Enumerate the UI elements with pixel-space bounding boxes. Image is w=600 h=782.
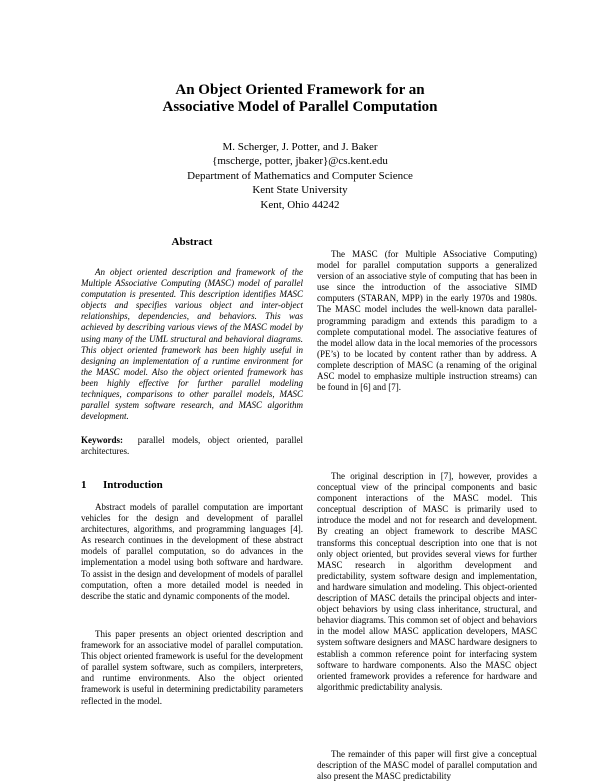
section-number: 1: [81, 479, 87, 491]
right-paragraph-1: [317, 249, 537, 393]
author-department: Department of Mathematics and Computer Science: [187, 169, 413, 182]
right-paragraph-3: [317, 749, 537, 782]
intro-paragraph-2: [81, 629, 303, 707]
right-paragraph-3-text: The remainder of this paper will first give a conceptual description of the MASC model of parallel computation and also present the MASC predictability: [317, 749, 537, 782]
author-university: Kent State University: [252, 184, 348, 197]
right-paragraph-1-text: The MASC (for Multiple ASsociative Computing) model for parallel computation supports a generalized version of an associative style of computing that has been in use since the introduction of the associative SIMD computers (STARAN, MPP) in the early 1970s and 1980s. The MASC model includes the well-known data parallel-programming paradigm and extends this paradigm to a complete computational model. The associative features of the model allow data in the local memories of the processors (PE’s) to be located by content rather than by address. A complete description of MASC (a renaming of the original ASC model to emphasize multiple instruction streams) can be found in [6] and [7].: [317, 249, 537, 393]
right-paragraph-2-text: The original description in [7], however, provides a conceptual view of the principal components and basic component interactions of the MASC model. This conceptual description of MASC is primarily used to introduce the model and not for research and development. By creating an object framework to describe MASC transforms this conceptual description into one that is not only object oriented, but provides several views for further MASC research in algorithm development and predictability, system software design and implementation, and hardware simulation and modeling. This object-oriented description of MASC details the principal objects and inter-object behaviors by using class inheritance, structural, and behavior diagrams. This common set of object and behaviors in the model allow MASC application developers, MASC system software designers and MASC hardware designers to establish a common reference point for interfacing system software to hardware components. Also the MASC object oriented framework provides a reference for hardware and algorithmic predictability analysis.: [317, 471, 537, 692]
title-line-2: Associative Model of Parallel Computation: [162, 99, 438, 115]
keywords-label: Keywords:: [81, 435, 123, 445]
section-heading-introduction: [81, 479, 163, 491]
abstract-body: [81, 267, 303, 422]
title-line-1: An Object Oriented Framework for an: [175, 82, 425, 98]
author-location: Kent, Ohio 44242: [260, 198, 340, 211]
author-emails: {mscherge, potter, jbaker}@cs.kent.edu: [212, 155, 388, 168]
right-paragraph-2: [317, 471, 537, 693]
keywords-text: parallel models, object oriented, parallel architectures.: [81, 435, 303, 457]
keywords: [81, 435, 303, 457]
abstract-text: An object oriented description and framework of the Multiple ASsociative Computing (MASC) model of parallel computation is presented. This description identifies MASC objects and specifies various object and inter-object relationships, dependencies, and behaviors. This was achieved by describing various views of the MASC model by using many of the UML structural and behavioral diagrams. This object oriented framework has been highly useful in designing an implementation of a runtime environment for the MASC model. Also the object oriented framework has been highly effective for further parallel modeling techniques, comparisons to other parallel models, MASC parallel system software research, and MASC algorithm development.: [81, 267, 303, 422]
paper-title: [0, 82, 600, 116]
abstract-heading: Abstract: [171, 236, 213, 248]
intro-paragraph-1: [81, 502, 303, 602]
section-title: Introduction: [103, 479, 163, 491]
intro-paragraph-2-text: This paper presents an object oriented description and framework for an associative model of parallel computation. This object oriented framework is useful for the development of parallel system software, such as compilers, interpreters, and runtime environments. Also the object oriented framework is useful in determining predictability parameters reflected in the model.: [81, 629, 303, 706]
author-names: M. Scherger, J. Potter, and J. Baker: [222, 141, 378, 153]
author-block: [0, 140, 600, 212]
intro-paragraph-1-text: Abstract models of parallel computation are important vehicles for the design and development of parallel architectures, algorithms, and programming languages [4]. As research continues in the development of these abstract models of parallel computation, so do advances in the implementation a model using both software and hardware. To assist in the design and development of models of parallel computation, often a more detailed model is needed in describe the static and dynamic components of the model.: [81, 502, 303, 601]
